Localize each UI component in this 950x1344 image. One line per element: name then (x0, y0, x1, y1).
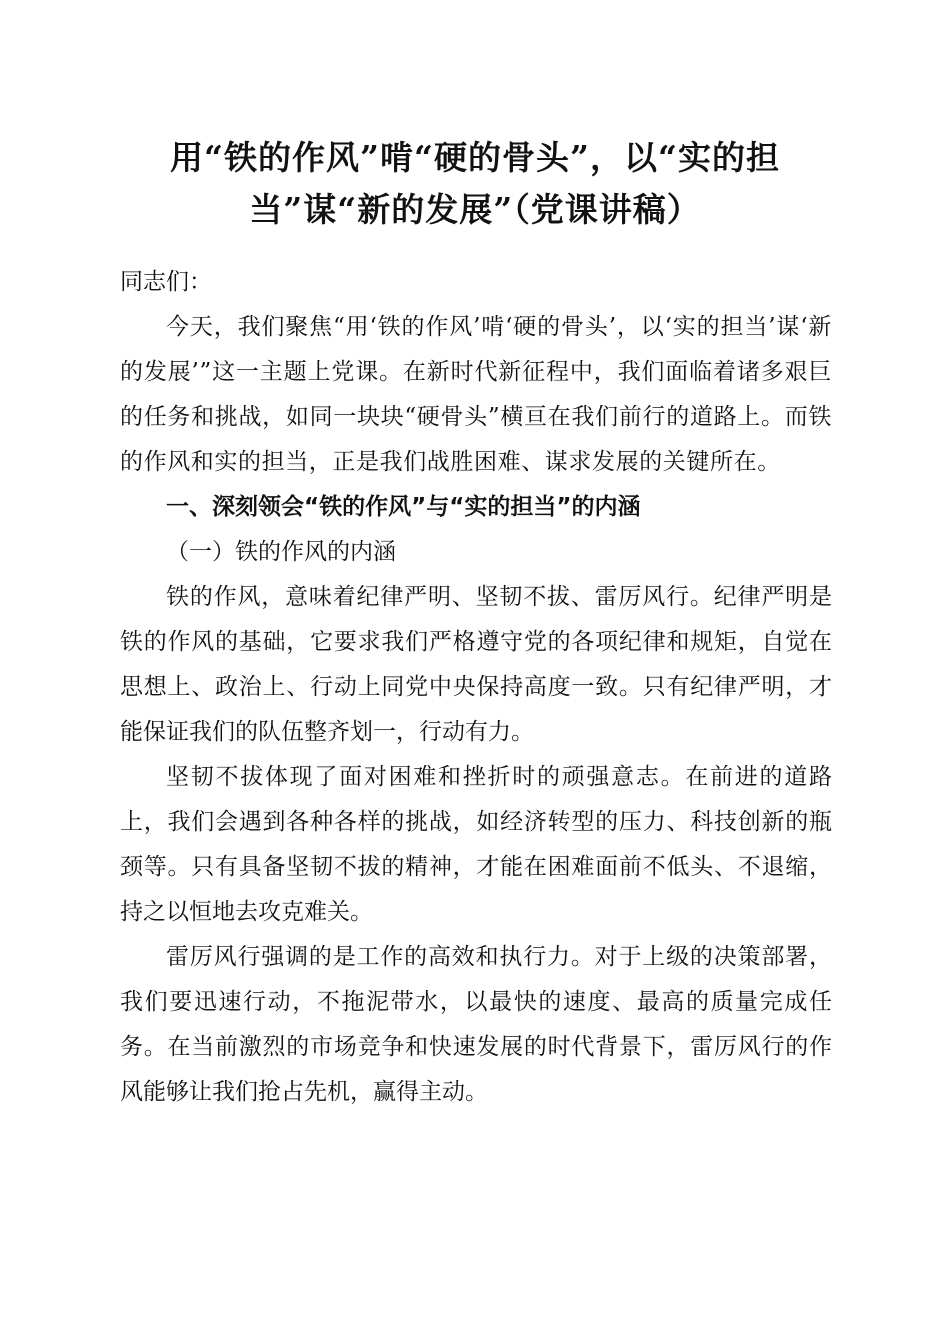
document-title (100, 132, 850, 236)
intro-paragraph: 今天，我们聚焦“用‘铁的作风’啃‘硬的骨头’，以‘实的担当’谋‘新的发展’”这一主题上党课。在新时代新征程中，我们面临着诸多艰巨的任务和挑战，如同一块块“硬骨头”横亘在我们前行的道路上。而铁的作风和实的担当，正是我们战胜困难、谋求发展的关键所在。 (120, 314, 832, 475)
title-line-2: 当”谋“新的发展”（党课讲稿） (249, 190, 701, 229)
subsection-heading-1: （一）铁的作风的内涵 (166, 539, 396, 565)
paragraph-efficiency: 雷厉风行强调的是工作的高效和执行力。对于上级的决策部署，我们要迅速行动，不拖泥带水，以最快的速度、最高的质量完成任务。在当前激烈的市场竞争和快速发展的时代背景下，雷厉风行的作风能够让我们抢占先机，赢得主动。 (120, 944, 832, 1105)
greeting: 同志们： (120, 269, 212, 295)
paragraph-perseverance: 坚韧不拔体现了面对困难和挫折时的顽强意志。在前进的道路上，我们会遇到各种各样的挑战，如经济转型的压力、科技创新的瓶颈等。只有具备坚韧不拔的精神，才能在困难面前不低头、不退缩，持之以恒地去攻克难关。 (120, 764, 832, 925)
paragraph-discipline: 铁的作风，意味着纪律严明、坚韧不拔、雷厉风行。纪律严明是铁的作风的基础，它要求我们严格遵守党的各项纪律和规矩，自觉在思想上、政治上、行动上同党中央保持高度一致。只有纪律严明，才能保证我们的队伍整齐划一，行动有力。 (120, 584, 832, 745)
document-body (120, 260, 832, 1115)
title-line-1: 用“铁的作风”啃“硬的骨头”，以“实的担 (170, 138, 780, 177)
section-heading-1: 一、深刻领会“铁的作风”与“实的担当”的内涵 (166, 494, 641, 520)
